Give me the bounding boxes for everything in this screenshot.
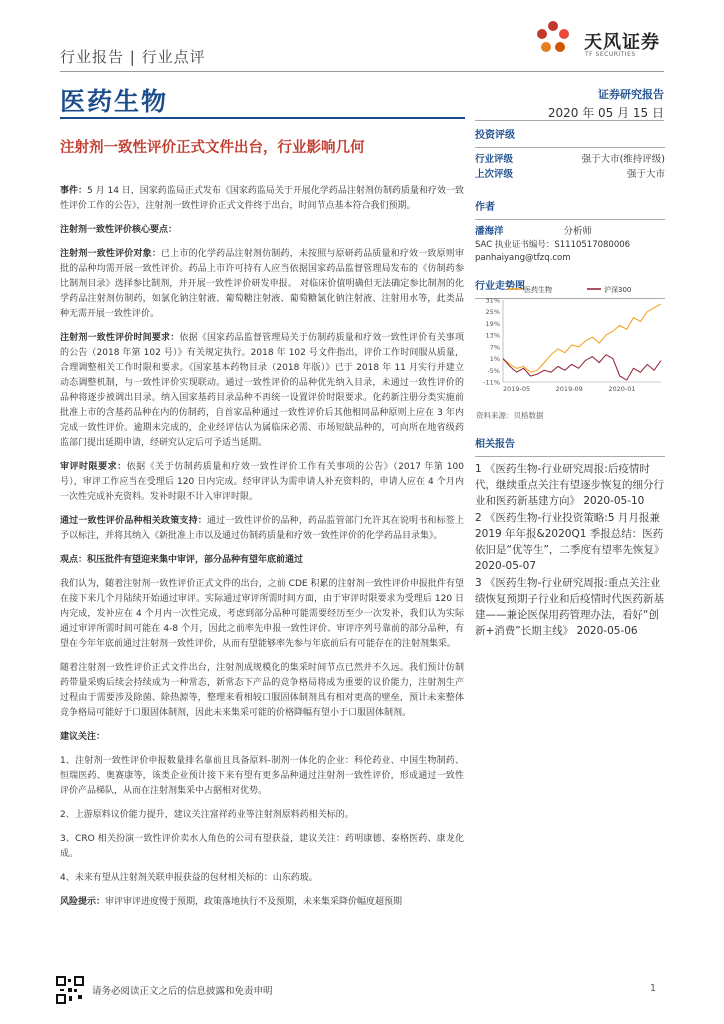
policy-paragraph [60, 514, 464, 544]
author-role: 分析师 [563, 226, 593, 237]
y-tick-label: 1% [489, 355, 500, 364]
trend-chart [475, 282, 665, 402]
y-tick-label: 19% [485, 319, 500, 328]
brand-sub: TF SECURITIES [585, 51, 636, 58]
event-text: 5 月 14 日，国家药监局正式发布《国家药监局关于开展化学药品注射剂仿制药质量和疗效一致性评价工作的公告》，注射剂一致性评价正式文件终于出台，时间节点基本符合我们预期。 [60, 186, 464, 211]
related-heading: 相关报告 [475, 439, 515, 450]
risk-paragraph [60, 895, 464, 910]
event-paragraph [60, 184, 464, 214]
view-heading: 观点：积压批件有望迎来集中审评，部分品种有望年底前通过 [60, 555, 304, 565]
footer-disclaimer: 请务必阅读正文之后的信息披露和免责申明 [92, 986, 273, 997]
author-row [475, 224, 665, 239]
rating-heading: 投资评级 [475, 130, 515, 141]
page-number: 1 [650, 983, 657, 994]
y-tick-label: 13% [485, 331, 500, 340]
legend-label: 沪深300 [604, 286, 632, 294]
related-item[interactable]: 1 《医药生物-行业研究周报:后疫情时代，继续重点关注有望逐步恢复的细分行业和医药新基建方向》 2020-05-10 [475, 463, 664, 507]
brand-name: 天风证券 [584, 32, 660, 53]
trend-heading: 行业走势图 [475, 281, 525, 292]
policy-text: 通过一致性评价的品种，药品监管部门允许其在说明书和标签上予以标注，并将其纳入《新批准上市以及通过仿制药质量和疗效一致性评价的化学药品目录集》。 [60, 516, 464, 541]
y-tick-label: -5% [487, 366, 500, 375]
author-divider [475, 219, 665, 220]
y-tick-label: 31% [485, 296, 500, 305]
report-type: 证券研究报告 [598, 88, 664, 101]
core-heading: 注射剂一致性评价核心要点： [60, 225, 178, 235]
risk-text: 审评审评进度慢于预期，政策落地执行不及预期，未来集采降价幅度超预期 [105, 897, 403, 907]
risk-label: 风险提示： [60, 897, 106, 907]
y-tick-label: 25% [485, 308, 500, 317]
object-label: 注射剂一致性评价对象： [60, 249, 162, 259]
related-divider [475, 456, 665, 457]
review-paragraph [60, 460, 464, 505]
time-paragraph [60, 331, 464, 451]
author-email[interactable]: panhaiyang@tfzq.com [475, 253, 571, 263]
industry-title: 医药生物 [60, 87, 169, 116]
object-paragraph [60, 247, 464, 322]
chart-source: 资料来源：贝格数据 [476, 411, 544, 420]
last-rating-row [475, 167, 665, 182]
advice-item-2: 2、上游原料议价能力提升，建议关注富祥药业等注射剂原料药相关标的。 [60, 810, 354, 820]
related-section [475, 433, 665, 640]
advice-item-1: 1、注射剂一致性评价申报数量排名靠前且具备原料-制剂一体化的企业：科伦药业、中国生物制药、恒瑞医药、奥赛康等，该类企业预计接下来有望有更多品种通过注射剂一致性评价，形成通过一致性评价产品梯队，从而在注射剂集采中占据相对优势。 [60, 756, 464, 796]
report-body [60, 184, 464, 919]
industry-divider [60, 117, 465, 119]
qr-code-icon [56, 976, 84, 1004]
report-category: 行业报告 | 行业点评 [60, 48, 206, 66]
advice-item-3: 3、CRO 相关扮演一致性评价卖水人角色的公司有望获益，建议关注：药明康德、泰格医药、康龙化成。 [60, 834, 464, 859]
x-tick-label: 2019-05 [503, 385, 531, 393]
x-tick-label: 2019-09 [555, 385, 583, 393]
related-item[interactable]: 2 《医药生物-行业投资策略:5 月月报兼 2019 年年报&2020Q1 季报总结：医药依旧是“优等生”，二季度有望率先恢复》 2020-05-07 [475, 512, 665, 572]
sidebar-divider [475, 120, 664, 121]
report-date: 2020 年 05 月 15 日 [547, 106, 664, 120]
author-cert: SAC 执业证书编号：S1110517080006 [475, 240, 631, 250]
advice-item-4: 4、未来有望从注射剂关联申报获益的包材相关标的：山东药玻。 [60, 873, 318, 883]
view-paragraph-2: 随着注射剂一致性评价正式文件出台，注射剂成规模化的集采时间节点已然并不久远。我们预计仿制药带量采购后续会持续成为一种常态，新常态下产品的竞争格局将成为重要的议价能力，注射剂生产过程由于需要涉及除菌、除热源等，整理来看相较口服固体制剂具有相对更高的壁垒，预计未来整体竞争格局可能好于口服固体制剂，因此未来集采可能的价格降幅有望小于口服固体制剂。 [60, 663, 464, 718]
related-list [475, 461, 665, 639]
last-rating-value: 强于大市 [626, 169, 665, 180]
industry-rating-label: 行业评级 [475, 154, 514, 165]
x-tick-label: 2020-01 [608, 385, 636, 393]
sidebar [475, 124, 665, 303]
time-text: 依据《国家药品监督管理局关于仿制药质量和疗效一致性评价有关事项的公告（2018 年第 102 号）》有关规定执行。2018 年 102 号文件指出，评价工作时间服从质量，合理调整相关工作时限和要求。《国家基本药物目录（2018 年版）》已于 2018 年 11 月实行并建立动态调整机制，与一致性评价实现联动。通过一致性评价的品种优先纳入目录，未通过一致性评价的品种将逐步被调出目录。纳入国家基药目录品种不再统一设置评价时限要求。化药新注册分类实施前批准上市的含基药品种在内的仿制药，自首家品种通过一致性评价后其他相同品种原则上应在 3 年内完成一致性评价。逾期未完成的，企业经评估认为属临床必需、市场短缺品种的，可向所在地省级药监部门提出延期申请，经研究认定后可予适当延期。 [60, 333, 464, 448]
event-label: 事件： [60, 186, 88, 196]
policy-label: 通过一致性评价品种相关政策支持： [60, 516, 207, 526]
review-text: 依据《关于仿制药质量和疗效一致性评价工作有关事项的公告》（2017 年第 100 号），审评工作应当在受理后 120 日内完成。经审评认为需申请人补充资料的，申请人应在 4 个月内一次性完成补充资料。发补时限不计入审评时限。 [60, 462, 464, 502]
header-divider [60, 71, 664, 72]
advice-heading: 建议关注： [60, 732, 106, 742]
report-title: 注射剂一致性评价正式文件出台，行业影响几何 [60, 140, 365, 156]
y-tick-label: -11% [483, 378, 500, 387]
time-label: 注射剂一致性评价时间要求： [60, 333, 180, 343]
last-rating-label: 上次评级 [475, 169, 514, 180]
author-name: 潘海洋 [475, 226, 504, 237]
legend-label: 医药生物 [524, 286, 552, 294]
object-text: 已上市的化学药品注射剂仿制药，未按照与原研药品质量和疗效一致原则审批的品种均需开展一致性评价。药品上市许可持有人应当依据国家药品监督管理局发布的《仿制药参比制剂目录》选择参比制剂，并开展一致性评价研发申报。 对临床价值明确但无法确定参比制剂的化学药品注射剂仿制药，如氯化钠注射液、葡萄糖注射液、葡萄糖氯化钠注射液、注射用水等，此类品种无需开展一致性评价。 [60, 249, 464, 319]
author-heading: 作者 [475, 202, 495, 213]
series-line-pharma [503, 304, 661, 372]
review-label: 审评时限要求： [60, 462, 127, 472]
industry-rating-row [475, 152, 665, 167]
view-paragraph-1: 我们认为，随着注射剂一致性评价正式文件的出台，之前 CDE 积累的注射剂一致性评价申报批件有望在接下来几个月陆续开始通过审评。实际通过审评所需时间方面，由于审评时限要求为受理后 120 日内完成，发补应在 4 个月内一次性完成，考虑到部分品种可能需要经历至少一次发补，我们认为实际通过审评所需时间可能在 4-8 个月，因此之前率先申报一致性评价、审评序列号靠前的部分品种，有望在今年年底前通过注射剂一致性评价，从而有望能够率先参与年底前后有可能存在的注射剂集采。 [60, 579, 464, 649]
series-line-hs300 [503, 355, 661, 380]
related-item[interactable]: 3 《医药生物-行业研究周报:重点关注业绩恢复预期子行业和后疫情时代医药新基建——兼论医保用药管理办法，看好“创新+消费”长期主线》 2020-05-06 [475, 577, 664, 637]
industry-rating-value: 强于大市(维持评级) [581, 154, 665, 165]
y-tick-label: 7% [489, 343, 500, 352]
rating-divider [475, 147, 665, 148]
